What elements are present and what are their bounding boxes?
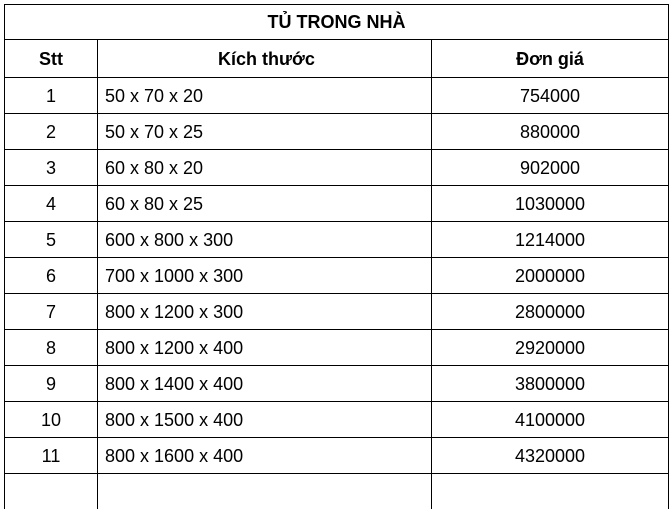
- cell-size: 60 x 80 x 25: [98, 186, 432, 222]
- cell-price: 1030000: [432, 186, 669, 222]
- cell-price: 880000: [432, 114, 669, 150]
- table-row: [5, 222, 669, 258]
- cell-stt: 6: [5, 258, 98, 294]
- cell-size: 700 x 1000 x 300: [98, 258, 432, 294]
- header-price: Đơn giá: [432, 40, 669, 78]
- cell-stt: 7: [5, 294, 98, 330]
- table-row: [5, 366, 669, 402]
- table-row: [5, 330, 669, 366]
- cell-price: 754000: [432, 78, 669, 114]
- empty-cell: [5, 474, 98, 509]
- table-row: [5, 438, 669, 474]
- cell-size: 800 x 1200 x 400: [98, 330, 432, 366]
- cell-size: 800 x 1600 x 400: [98, 438, 432, 474]
- cell-price: 3800000: [432, 366, 669, 402]
- empty-cell: [98, 474, 432, 509]
- cell-size: 50 x 70 x 20: [98, 78, 432, 114]
- cell-size: 60 x 80 x 20: [98, 150, 432, 186]
- table-row: [5, 294, 669, 330]
- cell-stt: 9: [5, 366, 98, 402]
- title-row: [5, 5, 669, 40]
- table-row: [5, 402, 669, 438]
- cell-size: 800 x 1500 x 400: [98, 402, 432, 438]
- table-row: [5, 186, 669, 222]
- cell-price: 1214000: [432, 222, 669, 258]
- cell-size: 800 x 1200 x 300: [98, 294, 432, 330]
- cell-size: 800 x 1400 x 400: [98, 366, 432, 402]
- cell-price: 902000: [432, 150, 669, 186]
- cell-price: 4100000: [432, 402, 669, 438]
- trailing-empty-row: [5, 474, 669, 509]
- cell-stt: 11: [5, 438, 98, 474]
- cell-stt: 2: [5, 114, 98, 150]
- header-stt: Stt: [5, 40, 98, 78]
- cell-size: 600 x 800 x 300: [98, 222, 432, 258]
- table-row: [5, 150, 669, 186]
- header-row: [5, 40, 669, 78]
- cell-price: 4320000: [432, 438, 669, 474]
- cell-stt: 4: [5, 186, 98, 222]
- cell-stt: 8: [5, 330, 98, 366]
- table-row: [5, 114, 669, 150]
- table-row: [5, 78, 669, 114]
- cell-price: 2920000: [432, 330, 669, 366]
- table-body: [5, 78, 669, 474]
- empty-cell: [432, 474, 669, 509]
- table-title: TỦ TRONG NHÀ: [5, 5, 669, 40]
- cell-price: 2800000: [432, 294, 669, 330]
- header-size: Kích thước: [98, 40, 432, 78]
- cell-price: 2000000: [432, 258, 669, 294]
- cell-size: 50 x 70 x 25: [98, 114, 432, 150]
- price-table: [4, 4, 669, 509]
- table-row: [5, 258, 669, 294]
- cell-stt: 3: [5, 150, 98, 186]
- cell-stt: 1: [5, 78, 98, 114]
- cell-stt: 10: [5, 402, 98, 438]
- cell-stt: 5: [5, 222, 98, 258]
